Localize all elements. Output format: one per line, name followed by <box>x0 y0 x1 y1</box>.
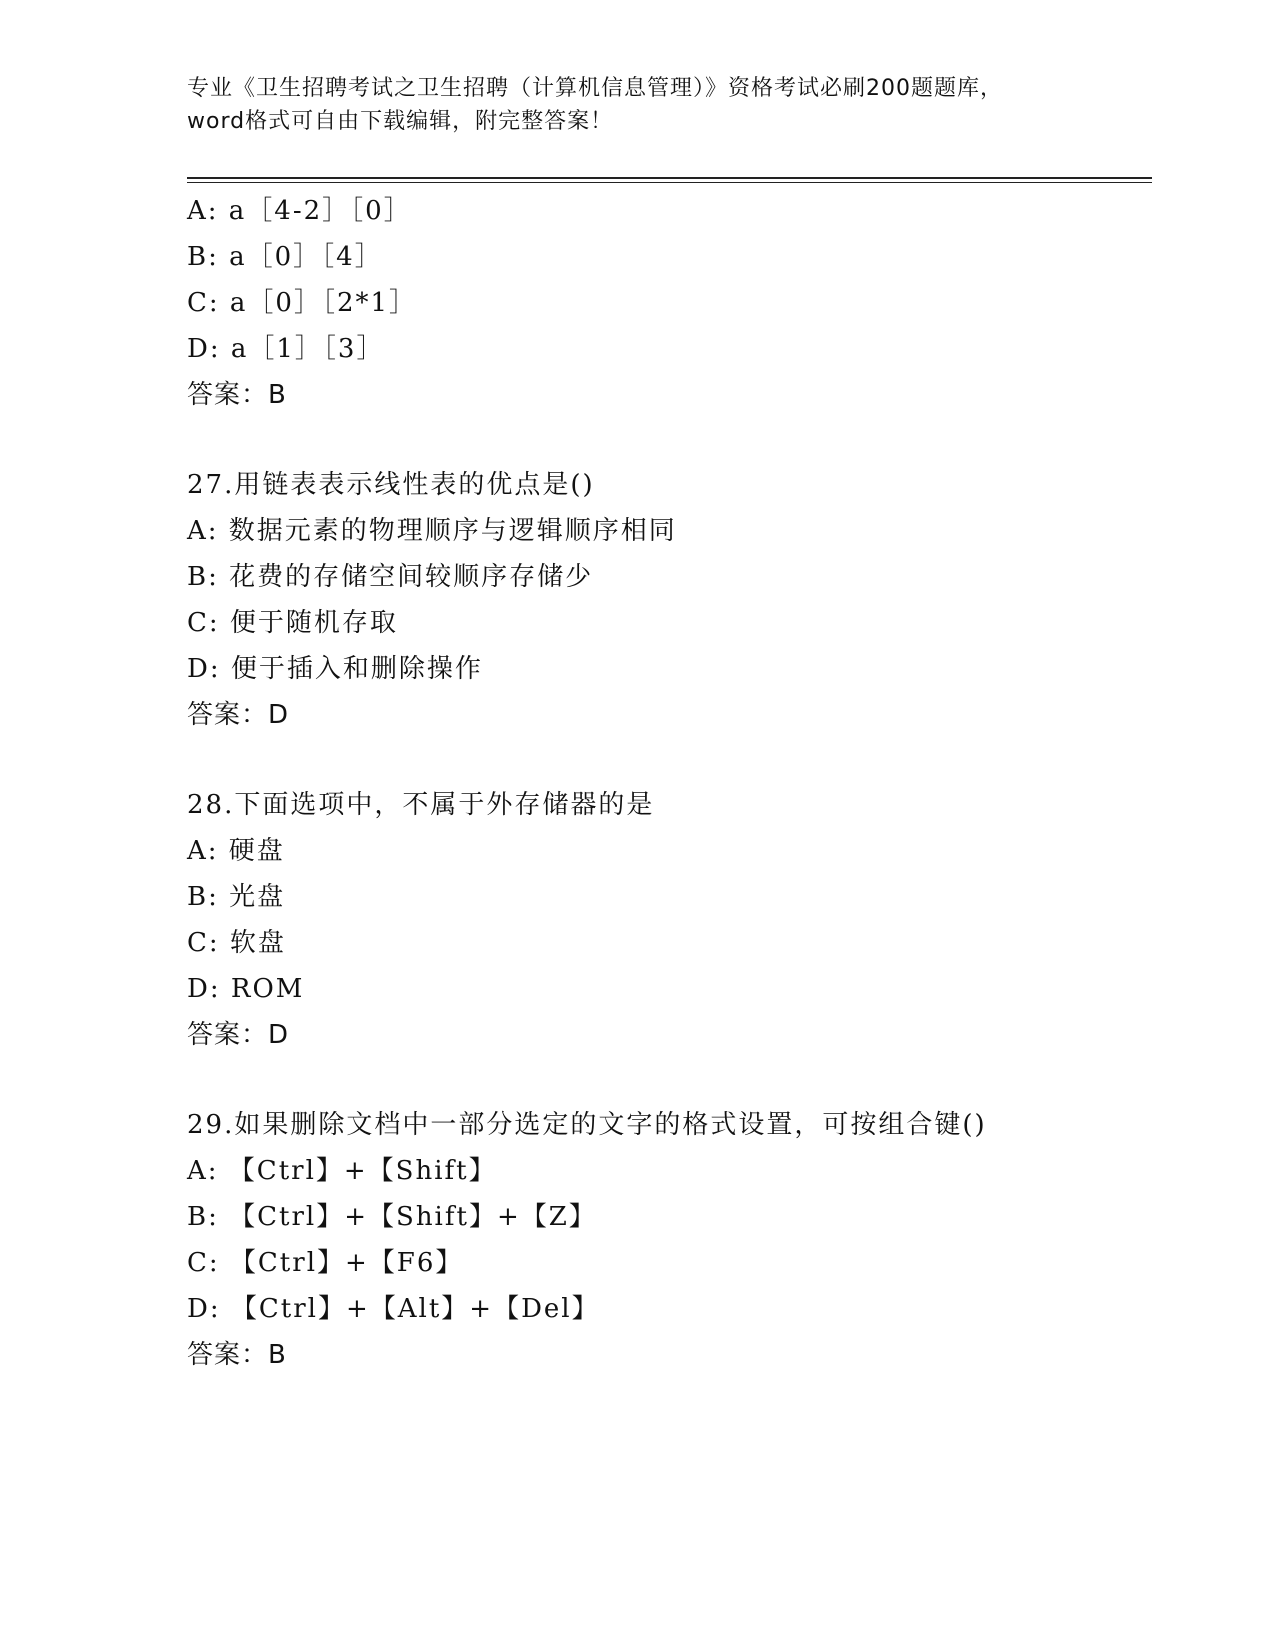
option-c: C: 便于随机存取 <box>187 608 398 638</box>
spacer <box>187 418 1152 462</box>
option-c: C: a［0］［2*1］ <box>187 288 418 318</box>
header-divider-thin <box>187 182 1152 183</box>
question-text: 28.下面选项中，不属于外存储器的是 <box>187 790 655 820</box>
question-27 <box>187 462 1152 738</box>
option-a: A: a［4-2］［0］ <box>187 196 412 226</box>
header-line-2: word格式可自由下载编辑，附完整答案！ <box>187 109 614 134</box>
spacer <box>187 1058 1152 1102</box>
option-b: B: 花费的存储空间较顺序存储少 <box>187 562 594 592</box>
question-28 <box>187 782 1152 1058</box>
option-d: D: ROM <box>187 974 305 1004</box>
spacer <box>187 738 1152 782</box>
option-b: B: a［0］［4］ <box>187 242 383 272</box>
question-list <box>187 188 1152 1378</box>
question-26 <box>187 188 1152 418</box>
option-a: A: 【Ctrl】+【Shift】 <box>187 1156 497 1186</box>
question-text: 27.用链表表示线性表的优点是() <box>187 470 595 500</box>
option-c: C: 软盘 <box>187 928 286 958</box>
question-29 <box>187 1102 1152 1378</box>
header-line-1: 专业《卫生招聘考试之卫生招聘（计算机信息管理）》资格考试必刷200题题库， <box>187 76 1003 101</box>
answer-line: 答案：D <box>187 700 290 730</box>
document-header <box>187 72 1087 138</box>
header-divider-thick <box>187 177 1152 179</box>
question-text: 29.如果删除文档中一部分选定的文字的格式设置，可按组合键() <box>187 1110 987 1140</box>
answer-line: 答案：D <box>187 1020 290 1050</box>
option-b: B: 【Ctrl】+【Shift】+【Z】 <box>187 1202 597 1232</box>
option-c: C: 【Ctrl】+【F6】 <box>187 1248 464 1278</box>
option-b: B: 光盘 <box>187 882 286 912</box>
answer-line: 答案：B <box>187 380 287 410</box>
option-a: A: 硬盘 <box>187 836 285 866</box>
option-d: D: 便于插入和删除操作 <box>187 654 483 684</box>
option-d: D: 【Ctrl】+【Alt】+【Del】 <box>187 1294 600 1324</box>
option-d: D: a［1］［3］ <box>187 334 385 364</box>
answer-line: 答案：B <box>187 1340 287 1370</box>
option-a: A: 数据元素的物理顺序与逻辑顺序相同 <box>187 516 677 546</box>
